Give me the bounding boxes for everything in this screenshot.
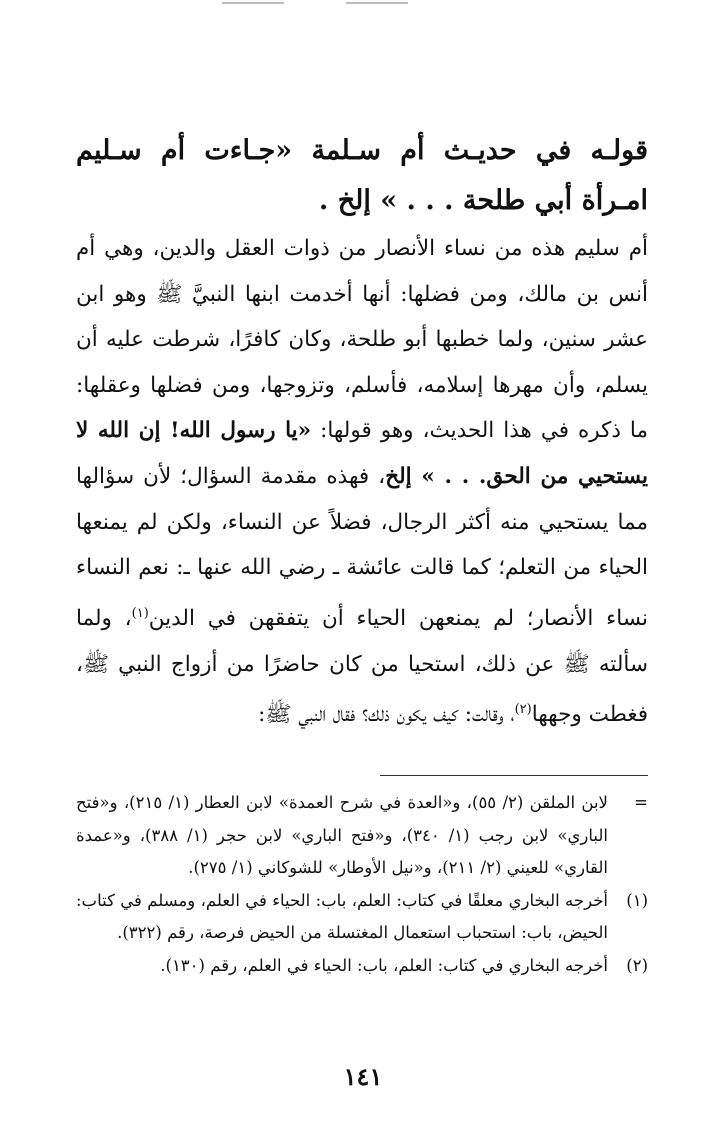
- footnote-2: [76, 950, 648, 983]
- footnote-continued: [76, 787, 648, 885]
- footnote-marker: =: [634, 793, 648, 812]
- section-heading: قولـه في حديـث أم سـلمة «جـاءت أم سـليم امـرأة أبي طلحة . . . » إلخ .: [76, 135, 648, 216]
- footnote-text: أخرجه البخاري في كتاب: العلم، باب: الحياء في العلم، رقم (١٣٠).: [160, 955, 608, 975]
- footnote-ref-2: (٢): [514, 702, 532, 718]
- footnote-1: [76, 885, 648, 950]
- footnote-ref-1: (١): [131, 605, 149, 621]
- main-text: [76, 226, 648, 738]
- paragraph-part-3: ، ولما سألته ﷺ عن ذلك، استحيا من كان حاضرًا من أزواج النبي ﷺ، فغطت وجهها: [76, 605, 648, 728]
- footnote-text: لابن الملقن (٢/ ٥٥)، و«العدة في شرح العمدة» لابن العطار (١/ ٢١٥)، و«فتح الباري» لابن رجب (١/ ٣٤٠)، و«فتح الباري» لابن حجر (١/ ٣٨٨)، و«عمدة القاري» للعيني (٢/ ٢١١)، و«نيل الأوطار» للشوكاني (١/ ٢٧٥).: [76, 793, 609, 877]
- paragraph-part-4: ، وقالت: كيف يكون ذلك؟ فقال النبي ﷺ:: [258, 702, 515, 728]
- page-number: ١٤١: [343, 1062, 383, 1091]
- paragraph-part-1: أم سليم هذه من نساء الأنصار من ذوات العقل والدين، وهي أم أنس بن مالك، ومن فضلها: أنها أخدمت ابنها النبيَّ ﷺ وهو ابن عشر سنين، ولما خطبها أبو طلحة، وكان كافرًا، شرطت عليه أن يسلم، وأن مهرها إسلامه، فأسلم، وتزوجها، ومن فضلها وعقلها: ما ذكره في هذا الحديث، وهو قولها:: [76, 236, 649, 444]
- footnotes: [76, 787, 648, 982]
- hadith-quote: «يا رسول الله! إن الله لا يستحيي من الحق. . . » إلخ: [76, 418, 648, 489]
- footnote-number: (١): [626, 890, 648, 910]
- main-paragraph: [76, 226, 648, 738]
- footnote-number: (٢): [626, 955, 648, 975]
- paragraph-part-2: ، فهذه مقدمة السؤال؛ لأن سؤالها مما يستحيي منه أكثر الرجال، فضلاً عن النساء، ولكن لم يمنعها الحياء من التعلم؛ كما قالت عائشة ـ رضي الله عنها ـ: نعم النساء نساء الأنصار؛ لم يمنعهن الحياء أن يتفقهن في الدين: [76, 463, 649, 631]
- footnote-text: أخرجه البخاري معلقًا في كتاب: العلم، باب: الحياء في العلم، ومسلم في كتاب: الحيض، باب: استحباب استعمال المغتسلة من الحيض فرصة، رقم (٣٢٢).: [76, 890, 608, 942]
- top-ornament-rules: [222, 0, 408, 6]
- footnote-separator: [380, 775, 648, 776]
